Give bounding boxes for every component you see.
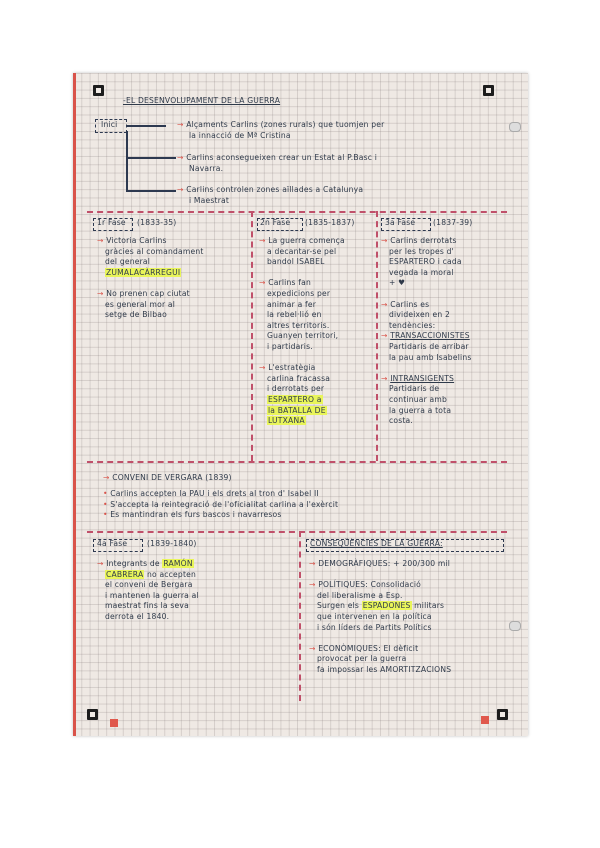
- page-red-edge: [73, 73, 76, 736]
- fase2-line: [259, 342, 375, 353]
- fase4-line: [97, 580, 297, 591]
- consequencies-line-text: ECONÒMIQUES: El dèficit: [318, 643, 419, 653]
- fase2-line: [259, 395, 375, 406]
- fase2-line: [259, 236, 375, 247]
- consequencies-line: [309, 559, 509, 570]
- corner-mark-top-left-icon: [93, 85, 104, 96]
- arrow-icon: →: [259, 236, 269, 245]
- fase2-line: [259, 406, 375, 417]
- consequencies-line: [309, 601, 509, 612]
- fase3-line: [381, 300, 505, 311]
- fase2-line-text: expedicions per: [267, 288, 331, 298]
- fase3-line: [381, 416, 505, 427]
- arrow-icon: →: [381, 331, 391, 341]
- phase-divider-1: [251, 211, 253, 461]
- consequencies-line: [309, 623, 509, 634]
- conveni-line-text: S'accepta la reintegració de l'oficialitat carlina a l'exèrcit: [110, 499, 339, 509]
- fase1-line-text: setge de Bilbao: [105, 310, 167, 320]
- fase3-line: [381, 247, 505, 258]
- fase2-line-text: a decantar-se pel: [267, 246, 337, 256]
- conveni-line-text: Es mantindran els furs bascos i navarresos: [110, 510, 282, 520]
- fase1-line: [97, 257, 249, 268]
- bottom-divider-vertical: [299, 531, 301, 701]
- fase2-line: [259, 416, 375, 427]
- fase2-line: [259, 268, 375, 279]
- fase3-line-text: continuar amb: [389, 394, 448, 404]
- arrow-icon: →: [381, 299, 391, 309]
- notebook-page: [73, 73, 528, 736]
- inici-branch-3-line-1: Carlins controlen zones aïllades a Catalunya: [186, 185, 364, 194]
- fase2-line-text: bandol ISABEL: [267, 257, 325, 267]
- arrow-icon: →: [103, 473, 110, 482]
- fase3-line-text: per les tropes d': [389, 246, 454, 256]
- fase1-line: [97, 300, 249, 311]
- fase3-line: [381, 342, 505, 353]
- consequencies-line: [309, 633, 509, 644]
- conveni-line: [103, 510, 503, 521]
- fase1-line: [97, 236, 249, 247]
- arrow-icon: →: [97, 236, 107, 245]
- fase4-line-text: maestrat fins la seva: [105, 601, 189, 611]
- arrow-icon: →: [177, 153, 184, 162]
- fase2-body: [259, 236, 375, 427]
- fase2-line: [259, 331, 375, 342]
- arrow-icon: →: [309, 559, 319, 568]
- fase3-line-text: Partidaris de: [389, 384, 440, 394]
- fase2-line: [259, 374, 375, 385]
- fase2-line-text: la BATALLA DE: [268, 405, 326, 415]
- fase2-line-text: La guerra comença: [268, 236, 345, 245]
- fase1-line-text: ZUMALACÀRREGUI: [106, 267, 181, 277]
- fase3-line-text: Carlins derrotats: [390, 236, 457, 245]
- fase2-line-text: Carlins fan: [268, 278, 312, 288]
- fase1-label: 1r Fase: [97, 218, 126, 227]
- corner-mark-bottom-left-icon: [87, 709, 98, 720]
- consequencies-line-text: provocat per la guerra: [317, 654, 407, 664]
- fase1-line-text: es general mor al: [105, 299, 176, 309]
- fase3-line: [381, 353, 505, 364]
- corner-mark-bottom-right-icon: [497, 709, 508, 720]
- fase2-line-text: la rebel·lió en: [267, 310, 322, 320]
- fase3-line: [381, 321, 505, 332]
- fase4-line-text: CABRERA no accepten: [106, 569, 197, 579]
- fase2-line: [259, 384, 375, 395]
- fase2-line-text: LUTXANA: [268, 416, 305, 426]
- inici-branch-3-line-2: i Maestrat: [189, 195, 230, 205]
- arrow-icon: →: [97, 559, 107, 568]
- consequencies-line: [309, 570, 509, 581]
- fase2-line: [259, 310, 375, 321]
- inici-branch-1-line-2: la innacció de Mª Cristina: [189, 130, 291, 140]
- arrow-icon: →: [381, 373, 391, 383]
- fase1-line-text: Victoria Carlins: [106, 236, 167, 245]
- consequencies-line: [309, 644, 509, 655]
- fase2-line: [259, 353, 375, 364]
- fase2-line: [259, 300, 375, 311]
- fase3-line-text: la pau amb Isabelins: [389, 352, 472, 362]
- fase3-line: [381, 310, 505, 321]
- inici-vertical: [126, 131, 128, 191]
- arrow-icon: →: [309, 643, 319, 653]
- fase1-line: [97, 310, 249, 321]
- fase4-line: [97, 612, 297, 623]
- fase1-body: [97, 236, 249, 321]
- fase4-body: [97, 559, 297, 623]
- fase2-line: [259, 289, 375, 300]
- fase4-line: [97, 591, 297, 602]
- fase3-line-text: la guerra a tota: [389, 405, 452, 415]
- consequencies-line-text: DEMOGRÀFIQUES: + 200/300 mil: [318, 559, 451, 568]
- arrow-icon: →: [381, 236, 391, 245]
- consequencies-label: CONSEQÜÈNCIES DE LA GUERRA:: [310, 539, 443, 548]
- consequencies-line: [309, 665, 509, 676]
- fase1-line: [97, 289, 249, 300]
- inici-branch-3: [177, 185, 363, 206]
- fase3-line-text: ESPARTERO i cada: [389, 257, 462, 267]
- fase1-line: [97, 268, 249, 279]
- fase4-label: 4a Fase: [97, 539, 128, 548]
- fase2-line-text: altres territoris.: [267, 320, 330, 330]
- fase3-line: [381, 257, 505, 268]
- fase3-line: [381, 374, 505, 385]
- fase1-line: [97, 278, 249, 289]
- red-square-left-icon: [110, 719, 118, 727]
- fase3-years: (1837-39): [433, 218, 473, 227]
- consequencies-line-text: Surgen els ESPADONES militars: [317, 601, 445, 611]
- consequencies-line-text: fa impossar les AMORTITZACIONS: [317, 664, 452, 674]
- fase3-line: [381, 395, 505, 406]
- fase3-label: 3a Fase: [385, 218, 416, 227]
- fase3-line-text: costa.: [389, 416, 414, 426]
- fase3-line: [381, 268, 505, 279]
- conveni-title-row: [103, 473, 232, 484]
- fase3-line-text: Partidaris de arribar: [389, 341, 469, 351]
- fase4-line-text: el conveni de Bergara: [105, 580, 193, 590]
- fase2-line: [259, 247, 375, 258]
- consequencies-line: [309, 580, 509, 591]
- fase3-body: [381, 236, 505, 427]
- fase3-line-text: tendències:: [389, 320, 436, 330]
- fase2-line-text: L'estratègia: [268, 363, 316, 373]
- fase2-line: [259, 321, 375, 332]
- fase1-line-text: del general: [105, 257, 151, 267]
- fase3-line-text: Carlins es: [390, 299, 430, 309]
- inici-branch-2-line: [126, 157, 176, 159]
- fase2-years: (1835-1837): [305, 218, 355, 227]
- fase3-line: [381, 363, 505, 374]
- fase2-line-text: i derrotats per: [267, 384, 325, 394]
- fase3-line-text: TRANSACCIONISTES: [390, 331, 470, 341]
- fase3-line: [381, 278, 505, 289]
- inici-branch-2-line-2: Navarra.: [189, 163, 224, 173]
- fase1-line: [97, 247, 249, 258]
- phases-bottom-divider: [87, 461, 507, 463]
- fase2-line-text: Guanyen territori,: [267, 331, 339, 341]
- inici-branch-1: [177, 120, 384, 141]
- inici-branch-2-line-1: Carlins aconsegueixen crear un Estat al P.Basc i: [186, 153, 378, 162]
- fase1-years: (1833-35): [137, 218, 177, 227]
- bullet-icon: •: [103, 499, 111, 509]
- fase1-line-text: No prenen cap ciutat: [106, 288, 190, 298]
- fase3-line: [381, 384, 505, 395]
- consequencies-line-text: que intervenen en la política: [317, 611, 432, 621]
- conveni-line: [103, 489, 503, 500]
- fase3-line: [381, 236, 505, 247]
- fase3-line-text: INTRANSIGENTS: [390, 373, 455, 383]
- inici-branch-2: [177, 153, 377, 174]
- inici-branch-3-line: [126, 190, 176, 192]
- arrow-icon: →: [259, 363, 269, 373]
- fase2-line-text: ESPARTERO a: [268, 394, 322, 404]
- arrow-icon: →: [177, 120, 184, 129]
- red-square-right-icon: [481, 716, 489, 724]
- inici-label: Inici: [101, 120, 118, 129]
- ring-clip-top-icon: [509, 122, 521, 132]
- phase-divider-2: [376, 211, 378, 461]
- fase1-line-text: gràcies al comandament: [105, 246, 204, 256]
- bullet-icon: •: [103, 510, 111, 520]
- conveni-title: CONVENI DE VERGARA (1839): [112, 473, 232, 482]
- fase2-line: [259, 363, 375, 374]
- arrow-icon: →: [97, 288, 107, 298]
- fase2-line-text: i partidaris.: [267, 341, 313, 351]
- consequencies-line-text: i són líders de Partits Polítics: [317, 622, 432, 632]
- fase4-line: [97, 570, 297, 581]
- fase4-line: [97, 559, 297, 570]
- conveni-divider: [87, 531, 507, 533]
- page-title: -EL DESENVOLUPAMENT DE LA GUERRA: [123, 96, 281, 105]
- conveni-body: [103, 489, 503, 521]
- fase2-line-text: animar a fer: [267, 299, 317, 309]
- fase3-line: [381, 289, 505, 300]
- conveni-line-text: Carlins accepten la PAU i els drets al tron d' Isabel II: [110, 489, 319, 498]
- fase2-line: [259, 278, 375, 289]
- consequencies-line: [309, 612, 509, 623]
- fase3-line-text: + ♥: [389, 278, 406, 288]
- fase4-line: [97, 601, 297, 612]
- fase2-line: [259, 257, 375, 268]
- fase4-line-text: Integrants de RAMÓN: [106, 559, 193, 568]
- consequencies-line: [309, 654, 509, 665]
- fase3-line-text: divideixen en 2: [389, 310, 451, 320]
- conveni-line: [103, 500, 503, 511]
- arrow-icon: →: [309, 580, 319, 590]
- inici-branch-1-line-1: Alçaments Carlins (zones rurals) que tuomjen per: [186, 120, 385, 129]
- fase4-years: (1839-1840): [147, 539, 197, 548]
- inici-connector: [126, 125, 166, 127]
- ring-clip-bottom-icon: [509, 621, 521, 631]
- fase3-line: [381, 331, 505, 342]
- arrow-icon: →: [259, 278, 269, 288]
- fase2-label: 2n Fase: [260, 218, 291, 227]
- fase4-line-text: derrota el 1840.: [105, 611, 170, 621]
- fase3-line-text: vegada la moral: [389, 267, 454, 277]
- corner-mark-top-right-icon: [483, 85, 494, 96]
- consequencies-line-text: del liberalisme a Esp.: [317, 590, 403, 600]
- fase2-line-text: carlina fracassa: [267, 373, 331, 383]
- phases-top-divider: [87, 211, 507, 213]
- fase4-line-text: i mantenen la guerra al: [105, 590, 199, 600]
- fase3-line: [381, 406, 505, 417]
- bullet-icon: •: [103, 489, 111, 498]
- consequencies-body: [309, 559, 509, 676]
- consequencies-line-text: POLÍTIQUES: Consolidació: [318, 580, 422, 590]
- consequencies-line: [309, 591, 509, 602]
- arrow-icon: →: [177, 185, 184, 194]
